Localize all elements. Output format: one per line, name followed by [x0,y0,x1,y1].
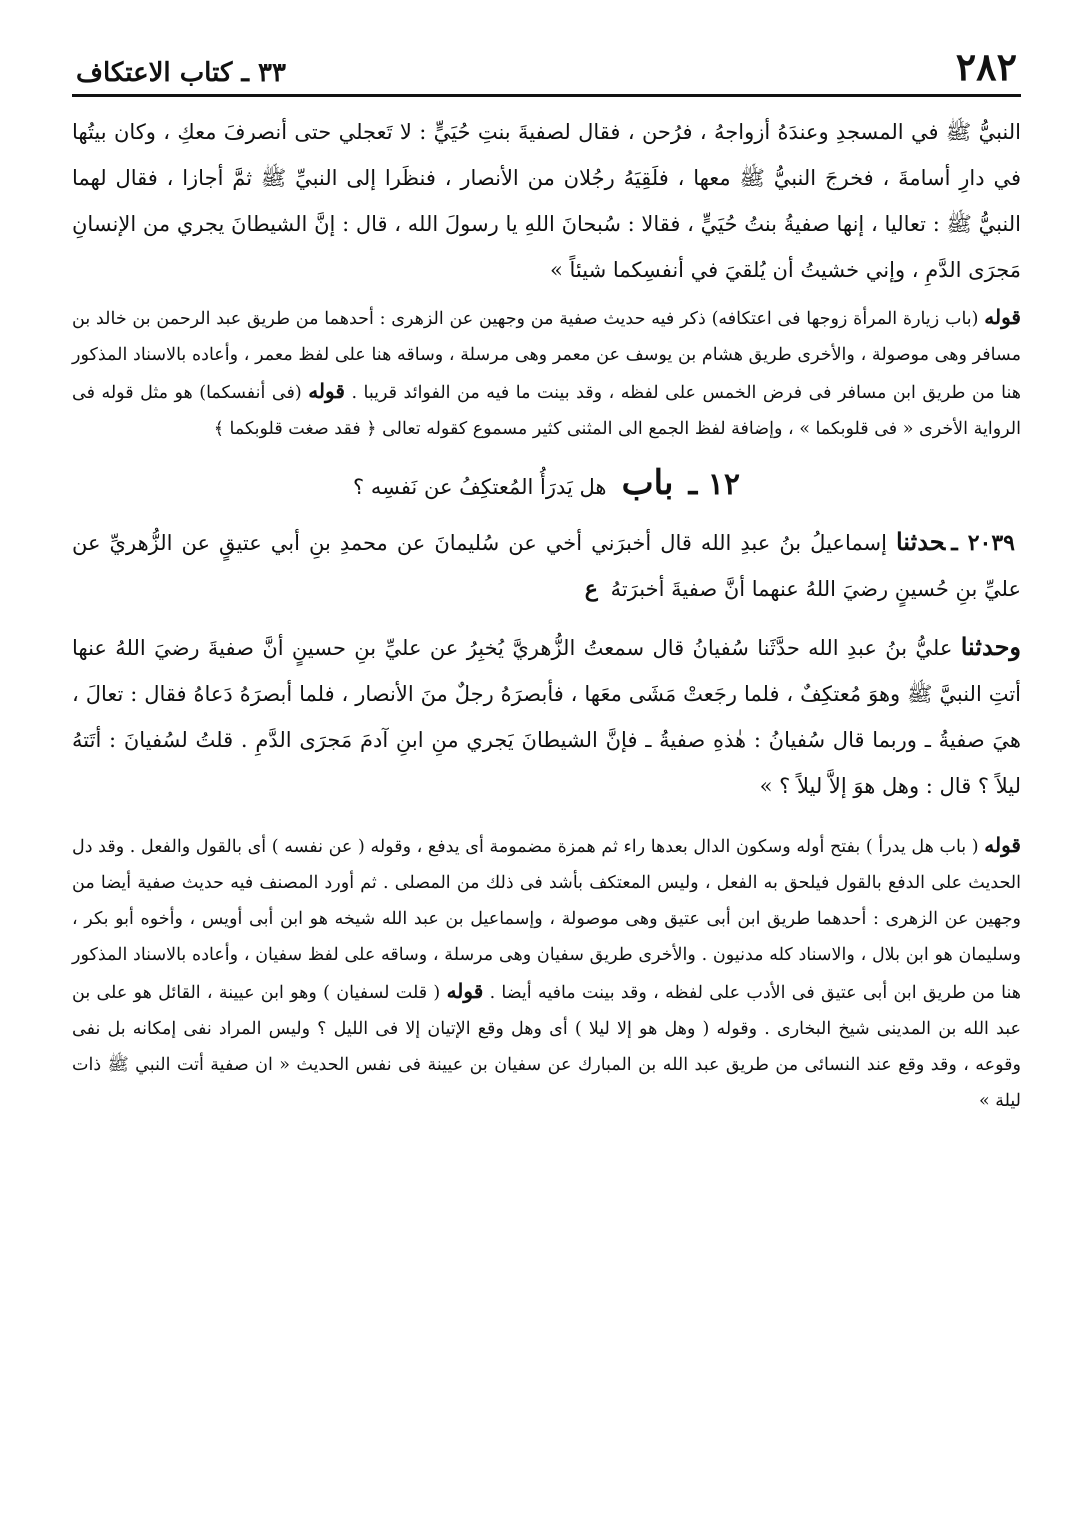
hadith-text: إسماعيلُ بنُ عبدِ الله قال أخبرَني أخي عن سُليمانَ عن محمدِ بنِ أبي عتيقٍ عن الزُّهريِّ عن عليِّ بنِ حُسينٍ رضيَ اللهُ عنهما أنَّ صفيةَ أخبرَتهُ [72,531,1021,601]
chapter-title: هل يَدرَأُ المُعتكِفُ عن نَفسِه ؟ [353,475,607,499]
commentary-paragraph [72,299,1021,447]
page-number: ٢٨٢ [955,44,1017,89]
hadith-number: ٢٠٣٩ ـ [951,530,1015,556]
hadith-second-chain [72,624,1021,809]
commentary-text: (باب زيارة المرأة زوجها فى اعتكافه) ذكر فيه حديث صفية من وجهين عن الزهرى : أحدهما من طريق عبد الرحمن بن خالد بن مسافر وهى موصولة ، والأخرى طريق هشام بن يوسف عن معمر وهى مرسلة ، وساقه هنا على لفظ معمر ، وأعاده بالاسناد المذكور هنا من طريق ابن مسافر فى فرض الخمس على لفظه ، وقد بينت ما فيه من الفوائد قريبا . [72,309,1022,403]
commentary-text: ( قلت لسفيان ) وهو ابن عيينة ، القائل هو على بن عبد الله بن المدينى شيخ البخارى . وقوله ( وهل هو إلا ليلا ) أى وهل وقع الإتيان إلا فى الليل ؟ وليس المراد نفى إمكانه بل نفى وقوعه ، وقد وقع عند النسائى من طريق عبد الله بن المبارك عن سفيان بن عيينة فى نفس الحديث « ان صفية أتت النبي ﷺ ذات ليلة » [72,983,1021,1111]
page-header [72,44,1021,97]
hadith-lead: وحدثنا [960,632,1021,661]
commentary-lead: قوله [984,305,1021,329]
commentary-lead: قوله [446,979,484,1003]
hadith-text-continued: النبيُّ ﷺ في المسجدِ وعندَهُ أزواجهُ ، فرُحن ، فقال لصفيةَ بنتِ حُيَيٍّ : لا تَعجلي حتى أنصرفَ معكِ ، وكان بيتُها في دارِ أسامةَ ، فخرجَ النبيُّ ﷺ معها ، فلَقِيَهُ رجُلان من الأنصار ، فنظَرا إلى النبيِّ ﷺ ثمَّ أجازا ، فقال لهما النبيُّ ﷺ : تعاليا ، إنها صفيةُ بنتُ حُيَيٍّ ، فقالا : سُبحانَ اللهِ يا رسولَ الله ، قال : إنَّ الشيطانَ يجري من الإنسانِ مَجرَى الدَّمِ ، وإني خشيتُ أن يُلقيَ في أنفسِكما شيئاً » [72,120,1021,282]
commentary-paragraph [72,827,1021,1119]
commentary-text: ( باب هل يدرأ ) بفتح أوله وسكون الدال بعدها راء ثم همزة مضمومة أى يدفع ، وقوله ( عن نفسه ) أى بالقول والفعل . وقد دل الحديث على الدفع بالقول فيلحق به الفعل ، وليس المعتكف بأشد فى ذلك من المصلى . ثم أورد المصنف فيه حديث صفية أيضا من وجهين عن الزهرى : أحدهما طريق ابن أبى عتيق وهى موصولة ، وإسماعيل بن عبد الله شيخه هو ابن أبى أويس ، وأخوه أبو بكر ، وسليمان هو ابن بلال ، والاسناد كله مدنيون . والأخرى طريق سفيان وهى مرسلة ، وساقه على لفظ سفيان ، وأعاده بالاسناد المذكور هنا من طريق ابن أبى عتيق فى الأدب على لفظه ، وقد بينت مافيه أيضا . [72,837,1022,1003]
hadith-2039 [72,519,1021,612]
hadith-end-marker: ع [584,576,598,602]
commentary-lead: قوله [308,379,345,403]
hadith-text: عليُّ بنُ عبدِ الله حدَّثَنا سُفيانُ قال سمعتُ الزُّهريَّ يُخبِرُ عن عليِّ بنِ حسينٍ أنَّ صفيةَ رضيَ اللهُ عنها أتتِ النبيَّ ﷺ وهوَ مُعتكِفٌ ، فلما رجَعتْ مَشَى معَها ، فأبصرَهُ رجلٌ منَ الأنصار ، فلما أبصرَهُ دَعاهُ فقال : تعالَ ، هيَ صفيةُ ـ وربما قال سُفيانُ : هٰذهِ صفيةُ ـ فإنَّ الشيطانَ يَجري منِ ابنِ آدمَ مَجرَى الدَّمِ . قلتُ لسُفيانَ : أتَتهُ ليلاً ؟ قال : وهل هوَ إلاَّ ليلاً ؟ » [72,636,1021,798]
hadith-lead: حدثنا [895,527,946,556]
chapter-heading [72,457,1021,515]
chapter-number: ١٢ ـ [688,467,740,502]
commentary-lead: قوله [984,833,1021,857]
chapter-bab-label: باب [621,463,674,503]
commentary-text: (فى أنفسكما) هو مثل قوله فى الرواية الأخرى « فى قلوبكما » ، وإضافة لفظ الجمع الى المثنى كثير مسموع كقوله تعالى ﴿ فقد صغت قلوبكما ﴾ [72,383,1021,439]
running-chapter-title: ٣٣ ـ كتاب الاعتكاف [76,58,286,88]
